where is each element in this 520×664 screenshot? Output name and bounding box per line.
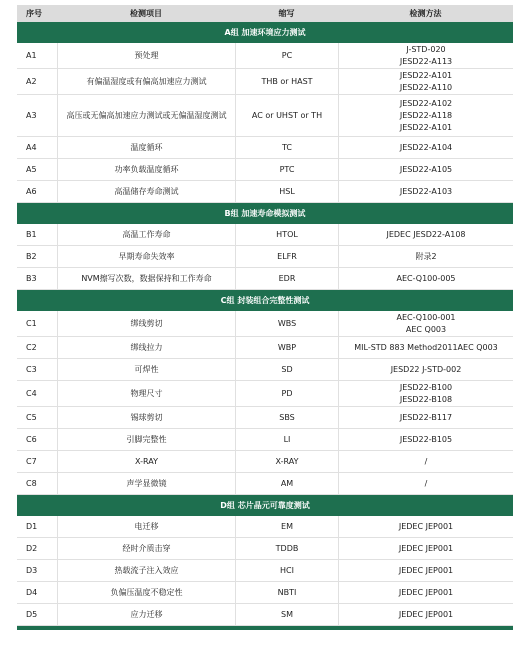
row-method [338, 181, 513, 202]
row-abbr: PC [235, 43, 338, 68]
row-method [338, 69, 513, 94]
table-row [17, 159, 513, 181]
row-no: D1 [26, 521, 38, 531]
row-item: 声学显微镜 [57, 473, 235, 494]
method-line: JESD22-B108 [399, 394, 453, 404]
row-abbr: PD [235, 381, 338, 406]
table-body [17, 22, 513, 626]
row-item: 温度循环 [57, 137, 235, 158]
row-abbr: SM [235, 604, 338, 625]
table-row [17, 43, 513, 69]
row-method [338, 429, 513, 450]
method-line: JEDEC JEP001 [398, 565, 454, 575]
group-header [17, 203, 513, 224]
method-line: AEC-Q100-005 [396, 273, 456, 283]
row-method [338, 95, 513, 136]
row-abbr: SBS [235, 407, 338, 428]
row-item: NVM擦写次数，数据保持和工作寿命 [57, 268, 235, 289]
group-title: B组 加速寿命模拟测试 [224, 209, 306, 218]
row-method [338, 359, 513, 380]
method-line: / [424, 478, 428, 488]
row-no: C5 [26, 412, 37, 422]
row-method [338, 224, 513, 245]
row-item: 热载流子注入效应 [57, 560, 235, 581]
row-abbr: TDDB [235, 538, 338, 559]
table-row [17, 560, 513, 582]
row-no: C8 [26, 478, 37, 488]
table-footer-bar [17, 626, 513, 630]
row-abbr: WBS [235, 311, 338, 336]
method-line: JESD22-A118 [399, 110, 453, 120]
table-row [17, 429, 513, 451]
row-abbr: X-RAY [235, 451, 338, 472]
method-line: / [424, 456, 428, 466]
row-method [338, 337, 513, 358]
row-no: D3 [26, 565, 38, 575]
table-row [17, 604, 513, 626]
row-no: C6 [26, 434, 37, 444]
method-line: AEC Q003 [405, 324, 447, 334]
table-row [17, 582, 513, 604]
row-no: B2 [26, 251, 37, 261]
table-row [17, 407, 513, 429]
row-no: C3 [26, 364, 37, 374]
table-row [17, 381, 513, 407]
header-item: 检测项目 [130, 8, 162, 18]
row-abbr: ELFR [235, 246, 338, 267]
method-line: JESD22-B105 [399, 434, 453, 444]
table-row [17, 69, 513, 95]
row-item: X-RAY [57, 451, 235, 472]
row-item: 高压或无偏高加速应力测试或无偏温湿度测试 [57, 95, 235, 136]
row-item: 锡球剪切 [57, 407, 235, 428]
table-row [17, 473, 513, 495]
header-abbr: 缩写 [278, 8, 295, 18]
method-line: MIL-STD 883 Method2011AEC Q003 [354, 342, 498, 352]
row-method [338, 137, 513, 158]
row-method [338, 516, 513, 537]
group-title: A组 加速环境应力测试 [224, 28, 306, 37]
row-item: 经时介质击穿 [57, 538, 235, 559]
table-row [17, 95, 513, 137]
row-no: A4 [26, 142, 37, 152]
row-no: A6 [26, 186, 37, 196]
row-no: B1 [26, 229, 37, 239]
table-row [17, 268, 513, 290]
row-abbr: SD [235, 359, 338, 380]
method-line: JEDEC JESD22-A108 [386, 229, 466, 239]
table-row [17, 451, 513, 473]
row-item: 物理尺寸 [57, 381, 235, 406]
row-method [338, 311, 513, 336]
row-method [338, 159, 513, 180]
method-line: J-STD-020 [406, 44, 446, 54]
method-line: JEDEC JEP001 [398, 521, 454, 531]
row-abbr: EDR [235, 268, 338, 289]
row-abbr: WBP [235, 337, 338, 358]
row-method [338, 381, 513, 406]
row-method [338, 582, 513, 603]
row-abbr: NBTI [235, 582, 338, 603]
row-item: 高温工作寿命 [57, 224, 235, 245]
row-no: C1 [26, 318, 37, 328]
test-items-table [17, 5, 513, 630]
row-method [338, 473, 513, 494]
group-header [17, 495, 513, 516]
header-method: 检测方法 [409, 8, 442, 18]
row-abbr: HCI [235, 560, 338, 581]
table-row [17, 246, 513, 268]
method-line: JESD22-A103 [399, 186, 453, 196]
row-item: 引脚完整性 [57, 429, 235, 450]
table-row [17, 359, 513, 381]
group-title: C组 封装组合完整性测试 [220, 296, 310, 305]
table-header [17, 5, 513, 22]
row-item: 绑线剪切 [57, 311, 235, 336]
row-abbr: EM [235, 516, 338, 537]
row-no: C4 [26, 388, 37, 398]
method-line: JESD22-A110 [399, 82, 453, 92]
row-item: 有偏温湿度或有偏高加速应力测试 [57, 69, 235, 94]
row-abbr: HSL [235, 181, 338, 202]
method-line: JESD22-A101 [399, 70, 453, 80]
table-row [17, 224, 513, 246]
row-item: 负偏压温度不稳定性 [57, 582, 235, 603]
row-method [338, 604, 513, 625]
row-item: 高温储存寿命测试 [57, 181, 235, 202]
row-item: 可焊性 [57, 359, 235, 380]
row-abbr: HTOL [235, 224, 338, 245]
row-method [338, 43, 513, 68]
row-item: 绑线拉力 [57, 337, 235, 358]
row-no: A1 [26, 50, 37, 60]
method-line: JESD22-A104 [399, 142, 453, 152]
method-line: JESD22-A101 [399, 122, 453, 132]
table-row [17, 538, 513, 560]
method-line: JESD22-B100 [399, 382, 453, 392]
row-no: B3 [26, 273, 37, 283]
row-no: D2 [26, 543, 38, 553]
table-row [17, 311, 513, 337]
group-title: D组 芯片晶元可靠度测试 [220, 501, 310, 510]
row-method [338, 246, 513, 267]
method-line: JESD22 J-STD-002 [390, 364, 462, 374]
method-line: JEDEC JEP001 [398, 543, 454, 553]
row-item: 功率负载温度循环 [57, 159, 235, 180]
row-no: D5 [26, 609, 38, 619]
method-line: 附录2 [415, 251, 437, 261]
table-row [17, 337, 513, 359]
row-abbr: PTC [235, 159, 338, 180]
table-row [17, 181, 513, 203]
row-method [338, 538, 513, 559]
row-no: C7 [26, 456, 37, 466]
method-line: JESD22-B117 [399, 412, 453, 422]
row-item: 应力迁移 [57, 604, 235, 625]
row-abbr: AC or UHST or TH [235, 95, 338, 136]
row-abbr: THB or HAST [235, 69, 338, 94]
method-line: AEC-Q100-001 [396, 312, 456, 322]
header-no: 序号 [26, 8, 42, 18]
method-line: JESD22-A102 [399, 98, 453, 108]
method-line: JEDEC JEP001 [398, 609, 454, 619]
row-no: A2 [26, 76, 37, 86]
row-abbr: TC [235, 137, 338, 158]
row-no: C2 [26, 342, 37, 352]
row-item: 早期寿命失效率 [57, 246, 235, 267]
group-header [17, 22, 513, 43]
row-method [338, 268, 513, 289]
row-abbr: AM [235, 473, 338, 494]
method-line: JESD22-A113 [399, 56, 453, 66]
row-item: 电迁移 [57, 516, 235, 537]
method-line: JESD22-A105 [399, 164, 453, 174]
row-item: 预处理 [57, 43, 235, 68]
method-line: JEDEC JEP001 [398, 587, 454, 597]
row-no: A3 [26, 110, 37, 120]
row-method [338, 451, 513, 472]
table-row [17, 516, 513, 538]
table-row [17, 137, 513, 159]
row-abbr: LI [235, 429, 338, 450]
row-method [338, 560, 513, 581]
group-header [17, 290, 513, 311]
row-method [338, 407, 513, 428]
row-no: A5 [26, 164, 37, 174]
row-no: D4 [26, 587, 38, 597]
